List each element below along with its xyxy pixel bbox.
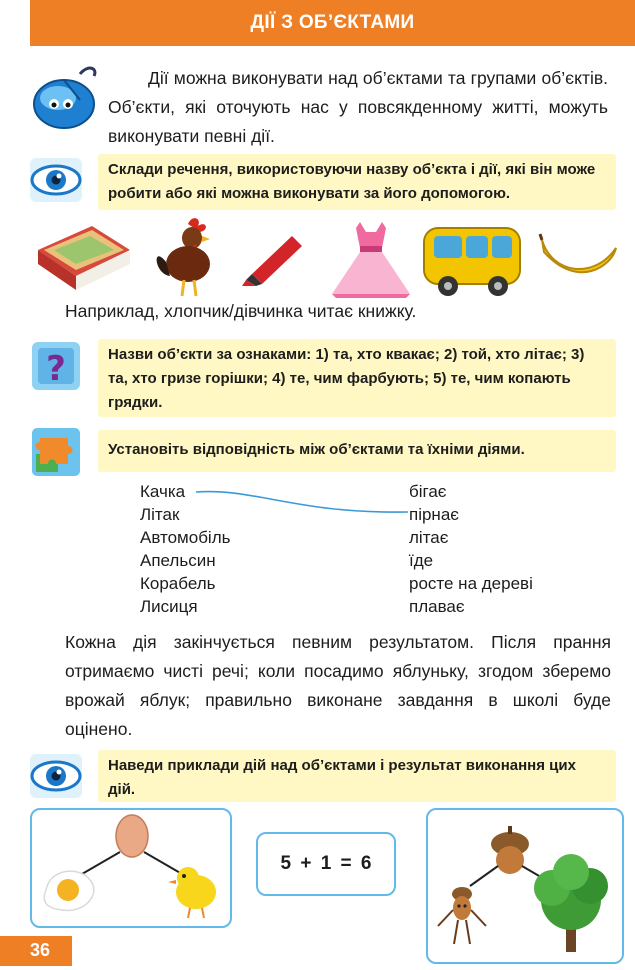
matching-connector-line [196,486,410,516]
matching-object[interactable]: Літак [140,505,180,524]
dress-icon [326,218,416,300]
matching-object[interactable]: Апельсин [140,551,216,570]
matching-action[interactable]: плаває [409,597,465,616]
equation-frame [256,832,396,896]
egg-example-frame [30,808,232,928]
matching-action[interactable]: бігає [409,482,447,501]
result-paragraph: Кожна дія закінчується певним результатом. Після прання отримаємо чисті речі; коли посадимо яблуньку, згодом зберемо врожай яблук; правильно виконане завдання в школі буде оцінено. [65,632,611,739]
egg-chick-diagram [32,810,230,926]
rooster-icon [148,214,224,302]
eye-icon [28,152,84,208]
eye-icon [28,748,84,804]
marker-icon [238,228,308,288]
page-title: ДІЇ З ОБ’ЄКТАМИ [250,12,415,33]
banana-icon [538,230,620,286]
task-name-objects: Назви об’єкти за ознаками: 1) та, хто квакає; 2) той, хто літає; 3) та, хто гризе горішки; 4) те, чим фарбують; 5) те, чим копають грядки. [98,339,616,417]
acorn-example-frame [426,808,624,964]
acorn-tree-diagram [428,810,622,962]
task-compose-sentences: Склади речення, використовуючи назву об’єкта і дії, які він може робити або які можна виконувати за його допомогою. [98,154,616,210]
computer-mouse-icon [28,60,106,138]
matching-action[interactable]: їде [409,551,434,570]
matching-action[interactable]: літає [409,528,449,547]
question-icon [28,338,84,394]
matching-object[interactable]: Автомобіль [140,528,231,547]
example-sentence: Наприклад, хлопчик/дівчинка читає книжку. [65,301,417,321]
matching-object[interactable]: Корабель [140,574,216,593]
task-match-objects: Установіть відповідність між об’єктами та їхніми діями. [98,430,616,472]
bus-icon [416,218,528,300]
page-header [30,0,635,46]
matching-object[interactable]: Качка [140,482,186,501]
objects-row [30,214,620,302]
matching-action[interactable]: росте на дереві [409,574,533,593]
svg-text:?: ? [46,349,66,389]
equation-text: 5 + 1 = 6 [280,853,372,874]
intro-paragraph: Дії можна виконувати над об’єктами та групами об’єктів. Об’єкти, які оточують нас у повсякденному житті, можуть виконувати певні дії. [108,68,608,146]
matching-action[interactable]: пірнає [409,505,459,524]
page-number: 36 [30,940,51,960]
puzzle-icon [28,424,84,480]
matching-actions-list [409,480,533,618]
book-icon [30,220,134,294]
matching-object[interactable]: Лисиця [140,597,198,616]
task-action-results: Наведи приклади дій над об’єктами і результат виконання цих дій. [98,750,616,802]
